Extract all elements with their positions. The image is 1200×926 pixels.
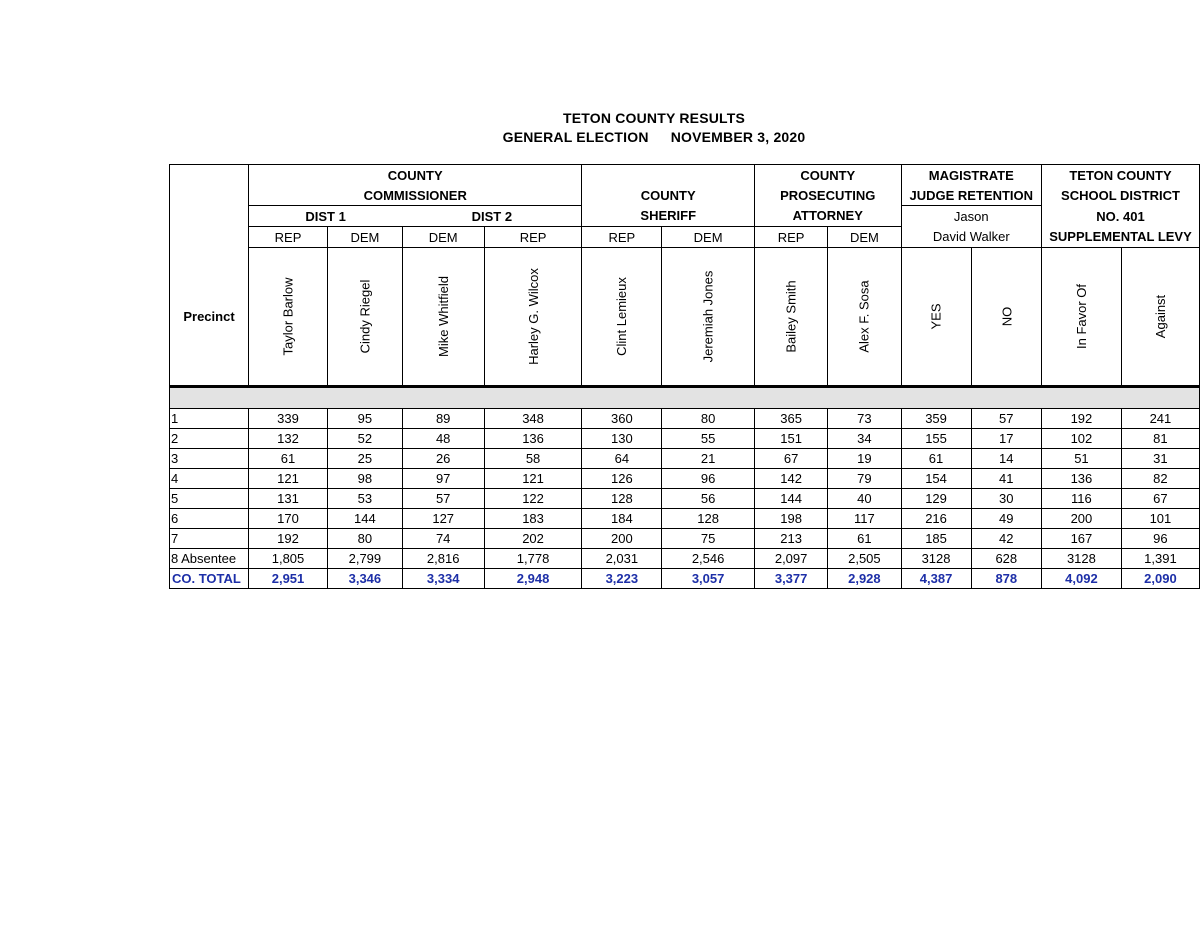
magistrate-name-2: David Walker: [901, 227, 1042, 248]
vote-count-cell: 144: [755, 489, 828, 509]
precinct-label: 3: [170, 449, 249, 469]
vote-count-cell: 26: [402, 449, 484, 469]
candidate-name: Harley G. Wilcox: [525, 268, 541, 365]
report-title: TETON COUNTY RESULTS: [562, 110, 746, 126]
vote-count-cell: 31: [1121, 449, 1199, 469]
vote-count-cell: 121: [249, 469, 328, 489]
precinct-label: 1: [170, 409, 249, 429]
vote-count-cell: 80: [662, 409, 755, 429]
magistrate-name-1: Jason: [901, 206, 1042, 227]
election-name: GENERAL ELECTION: [502, 129, 649, 145]
vote-count-cell: 96: [1121, 529, 1199, 549]
commissioner-header: COUNTY: [249, 165, 582, 186]
vote-count-cell: 132: [249, 429, 328, 449]
vote-count-cell: 25: [328, 449, 403, 469]
vote-count-cell: 1,778: [484, 549, 582, 569]
vote-count-cell: 213: [755, 529, 828, 549]
vote-count-cell: 128: [662, 509, 755, 529]
precinct-label: 2: [170, 429, 249, 449]
vote-count-cell: 61: [828, 529, 901, 549]
precinct-row: [170, 449, 1200, 469]
school-header-4: SUPPLEMENTAL LEVY: [1042, 227, 1200, 248]
candidate-header: [402, 248, 484, 387]
vote-count-cell: 2,097: [755, 549, 828, 569]
vote-count-cell: 136: [1042, 469, 1122, 489]
party-label: REP: [755, 227, 828, 248]
dist2-header: DIST 2: [402, 206, 582, 227]
vote-count-cell: 42: [971, 529, 1041, 549]
precinct-row: [170, 469, 1200, 489]
vote-count-cell: 55: [662, 429, 755, 449]
vote-count-cell: 198: [755, 509, 828, 529]
vote-count-cell: 51: [1042, 449, 1122, 469]
vote-count-cell: 89: [402, 409, 484, 429]
vote-count-cell: 339: [249, 409, 328, 429]
candidate-header: [582, 248, 662, 387]
vote-count-cell: 95: [328, 409, 403, 429]
vote-count-cell: 155: [901, 429, 971, 449]
vote-count-cell: 14: [971, 449, 1041, 469]
precinct-row: [170, 489, 1200, 509]
total-label: CO. TOTAL: [170, 569, 249, 589]
vote-count-cell: 200: [582, 529, 662, 549]
candidate-name: Against: [1152, 294, 1168, 339]
vote-count-cell: 49: [971, 509, 1041, 529]
vote-count-cell: 75: [662, 529, 755, 549]
vote-count-cell: 136: [484, 429, 582, 449]
party-label: DEM: [328, 227, 403, 248]
precinct-row: [170, 429, 1200, 449]
vote-count-cell: 40: [828, 489, 901, 509]
vote-count-cell: 130: [582, 429, 662, 449]
vote-count-cell: 142: [755, 469, 828, 489]
vote-count-cell: 41: [971, 469, 1041, 489]
total-cell: 3,377: [755, 569, 828, 589]
vote-count-cell: 1,391: [1121, 549, 1199, 569]
candidate-header: [1121, 248, 1199, 387]
total-cell: 878: [971, 569, 1041, 589]
vote-count-cell: 183: [484, 509, 582, 529]
candidate-name: Bailey Smith: [783, 280, 799, 353]
vote-count-cell: 74: [402, 529, 484, 549]
vote-count-cell: 73: [828, 409, 901, 429]
vote-count-cell: 82: [1121, 469, 1199, 489]
vote-count-cell: 58: [484, 449, 582, 469]
vote-count-cell: 202: [484, 529, 582, 549]
vote-count-cell: 121: [484, 469, 582, 489]
vote-count-cell: 1,805: [249, 549, 328, 569]
candidate-header: [755, 248, 828, 387]
vote-count-cell: 154: [901, 469, 971, 489]
vote-count-cell: 64: [582, 449, 662, 469]
vote-count-cell: 48: [402, 429, 484, 449]
candidate-header: [249, 248, 328, 387]
party-label: REP: [582, 227, 662, 248]
vote-count-cell: 241: [1121, 409, 1199, 429]
county-total-row: [170, 569, 1200, 589]
candidate-name: Taylor Barlow: [280, 277, 296, 356]
vote-count-cell: 192: [1042, 409, 1122, 429]
precinct-label: 8 Absentee: [170, 549, 249, 569]
vote-count-cell: 170: [249, 509, 328, 529]
candidate-header: [662, 248, 755, 387]
vote-count-cell: 128: [582, 489, 662, 509]
vote-count-cell: 131: [249, 489, 328, 509]
candidate-name: In Favor Of: [1073, 283, 1089, 350]
vote-count-cell: 34: [828, 429, 901, 449]
vote-count-cell: 79: [828, 469, 901, 489]
vote-count-cell: 30: [971, 489, 1041, 509]
vote-count-cell: 81: [1121, 429, 1199, 449]
magistrate-header: MAGISTRATE: [901, 165, 1042, 186]
precinct-row: [170, 549, 1200, 569]
candidate-header: [828, 248, 901, 387]
election-date: NOVEMBER 3, 2020: [670, 129, 806, 145]
vote-count-cell: 19: [828, 449, 901, 469]
total-cell: 3,057: [662, 569, 755, 589]
vote-count-cell: 57: [402, 489, 484, 509]
candidate-name: Clint Lemieux: [614, 277, 630, 356]
results-body: [170, 409, 1200, 569]
vote-count-cell: 17: [971, 429, 1041, 449]
school-header-3: NO. 401: [1042, 206, 1200, 227]
prosecutor-header: COUNTY: [755, 165, 902, 186]
precinct-label: 4: [170, 469, 249, 489]
vote-count-cell: 53: [328, 489, 403, 509]
sheriff-header-2: SHERIFF: [582, 206, 755, 227]
vote-count-cell: 116: [1042, 489, 1122, 509]
vote-count-cell: 67: [1121, 489, 1199, 509]
corner-cell: [170, 165, 249, 248]
precinct-row: [170, 509, 1200, 529]
total-cell: 3,223: [582, 569, 662, 589]
total-cell: 4,092: [1042, 569, 1122, 589]
candidate-name: Cindy Riegel: [357, 279, 373, 354]
report-subtitle: [0, 129, 1200, 145]
results-table: [169, 164, 1200, 589]
sheriff-header: COUNTY: [582, 185, 755, 206]
vote-count-cell: 3128: [901, 549, 971, 569]
vote-count-cell: 117: [828, 509, 901, 529]
precinct-label: 6: [170, 509, 249, 529]
vote-count-cell: 167: [1042, 529, 1122, 549]
vote-count-cell: 216: [901, 509, 971, 529]
candidate-name: YES: [928, 303, 944, 330]
vote-count-cell: 200: [1042, 509, 1122, 529]
party-label: REP: [249, 227, 328, 248]
sheriff-spacer: [582, 165, 755, 186]
vote-count-cell: 144: [328, 509, 403, 529]
prosecutor-header-2: PROSECUTING: [755, 185, 902, 206]
precinct-label: 5: [170, 489, 249, 509]
vote-count-cell: 122: [484, 489, 582, 509]
magistrate-header-2: JUDGE RETENTION: [901, 185, 1042, 206]
vote-count-cell: 192: [249, 529, 328, 549]
vote-count-cell: 61: [901, 449, 971, 469]
vote-count-cell: 80: [328, 529, 403, 549]
vote-count-cell: 67: [755, 449, 828, 469]
vote-count-cell: 98: [328, 469, 403, 489]
school-header-2: SCHOOL DISTRICT: [1042, 185, 1200, 206]
candidate-name: NO: [998, 306, 1014, 327]
candidate-header: [328, 248, 403, 387]
candidate-header: [484, 248, 582, 387]
precinct-header: Precinct: [170, 248, 249, 387]
vote-count-cell: 102: [1042, 429, 1122, 449]
school-header: TETON COUNTY: [1042, 165, 1200, 186]
candidate-header: [901, 248, 971, 387]
vote-count-cell: 2,031: [582, 549, 662, 569]
party-label: DEM: [662, 227, 755, 248]
vote-count-cell: 96: [662, 469, 755, 489]
party-label: REP: [484, 227, 582, 248]
total-cell: 4,387: [901, 569, 971, 589]
candidate-name: Alex F. Sosa: [856, 280, 872, 353]
precinct-label: 7: [170, 529, 249, 549]
party-label: DEM: [828, 227, 901, 248]
vote-count-cell: 184: [582, 509, 662, 529]
candidate-header: [971, 248, 1041, 387]
candidate-name: Jeremiah Jones: [700, 270, 716, 363]
vote-count-cell: 2,816: [402, 549, 484, 569]
total-cell: 3,346: [328, 569, 403, 589]
vote-count-cell: 127: [402, 509, 484, 529]
dist1-header: DIST 1: [249, 206, 403, 227]
vote-count-cell: 101: [1121, 509, 1199, 529]
vote-count-cell: 365: [755, 409, 828, 429]
total-cell: 2,951: [249, 569, 328, 589]
precinct-row: [170, 409, 1200, 429]
vote-count-cell: 628: [971, 549, 1041, 569]
vote-count-cell: 185: [901, 529, 971, 549]
vote-count-cell: 348: [484, 409, 582, 429]
vote-count-cell: 21: [662, 449, 755, 469]
vote-count-cell: 3128: [1042, 549, 1122, 569]
vote-count-cell: 2,799: [328, 549, 403, 569]
vote-count-cell: 2,505: [828, 549, 901, 569]
vote-count-cell: 57: [971, 409, 1041, 429]
vote-count-cell: 2,546: [662, 549, 755, 569]
total-cell: 2,948: [484, 569, 582, 589]
vote-count-cell: 359: [901, 409, 971, 429]
vote-count-cell: 360: [582, 409, 662, 429]
prosecutor-header-3: ATTORNEY: [755, 206, 902, 227]
total-cell: 2,928: [828, 569, 901, 589]
vote-count-cell: 56: [662, 489, 755, 509]
vote-count-cell: 129: [901, 489, 971, 509]
vote-count-cell: 97: [402, 469, 484, 489]
total-cell: 3,334: [402, 569, 484, 589]
vote-count-cell: 151: [755, 429, 828, 449]
party-label: DEM: [402, 227, 484, 248]
vote-count-cell: 126: [582, 469, 662, 489]
vote-count-cell: 61: [249, 449, 328, 469]
candidate-header: [1042, 248, 1122, 387]
total-cell: 2,090: [1121, 569, 1199, 589]
separator-band: [170, 387, 1200, 409]
vote-count-cell: 52: [328, 429, 403, 449]
commissioner-header-2: COMMISSIONER: [363, 187, 467, 203]
precinct-row: [170, 529, 1200, 549]
candidate-name: Mike Whitfield: [435, 276, 451, 357]
